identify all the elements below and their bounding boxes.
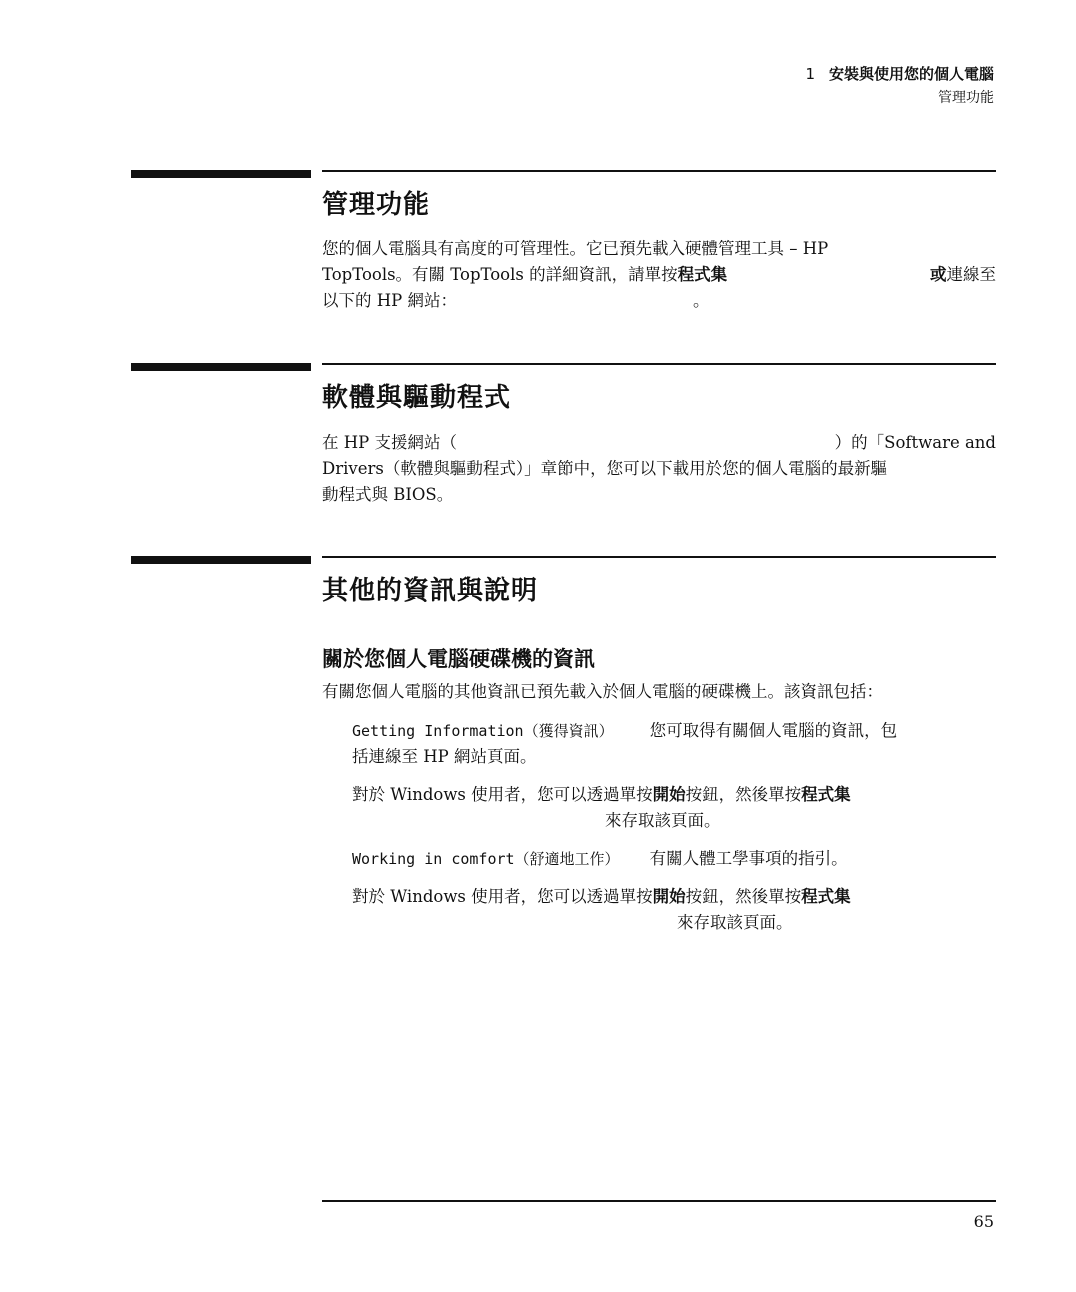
section-rule-thin xyxy=(322,363,996,365)
section-rule-thin xyxy=(322,170,996,172)
section-heading-info: 其他的資訊與說明 xyxy=(322,576,539,606)
item-title: Working in comfort（舒適地工作） xyxy=(352,850,620,868)
manage-paragraph xyxy=(322,236,996,314)
item-access-instructions: 對於 Windows 使用者，您可以透過單按開始按鈕，然後單按程式集 來存取該頁面。 xyxy=(352,785,851,830)
programs-bold: 程式集 xyxy=(801,785,851,804)
section-rule-thick xyxy=(131,363,311,371)
section-heading-drivers: 軟體與驅動程式 xyxy=(322,383,512,413)
item-working-in-comfort xyxy=(352,846,996,872)
chapter-number: 1 xyxy=(805,65,815,83)
item-desc: 您可取得有關個人電腦的資訊，包 xyxy=(649,721,898,740)
section-heading-manage: 管理功能 xyxy=(322,190,431,220)
manage-line-3: 以下的 HP 網站： 。 xyxy=(322,291,710,310)
drivers-line-3: 動程式與 BIOS。 xyxy=(322,485,454,504)
section-rule-thin xyxy=(322,556,996,558)
programs-bold: 程式集 xyxy=(801,887,851,906)
item-getting-information xyxy=(352,718,996,770)
manage-line-1: 您的個人電腦具有高度的可管理性。它已預先載入硬體管理工具 – HP xyxy=(322,239,829,258)
chapter-title: 安裝與使用您的個人電腦 xyxy=(828,65,994,83)
or-bold: 或 xyxy=(930,265,947,284)
drivers-line-2: Drivers（軟體與驅動程式）」章節中，您可以下載用於您的個人電腦的最新驅 xyxy=(322,459,888,478)
item-desc-continued: 括連線至 HP 網站頁面。 xyxy=(352,747,537,766)
section-rule-thick xyxy=(131,170,311,178)
info-intro: 有關您個人電腦的其他資訊已預先載入於個人電腦的硬碟機上。該資訊包括： xyxy=(322,682,883,701)
subheading-hard-drive-info: 關於您個人電腦硬碟機的資訊 xyxy=(322,646,595,671)
item-desc: 有關人體工學事項的指引。 xyxy=(649,849,848,868)
item-title: Getting Information（獲得資訊） xyxy=(352,722,614,740)
manage-line-2: TopTools。有關 TopTools 的詳細資訊，請單按 程式集 或 連線至 xyxy=(322,262,996,288)
programs-bold: 程式集 xyxy=(677,265,728,284)
running-header-section: 管理功能 xyxy=(938,90,994,106)
page-number: 65 xyxy=(973,1212,994,1231)
section-rule-thick xyxy=(131,556,311,564)
start-bold: 開始 xyxy=(652,887,686,906)
drivers-line-1: 在 HP 支援網站（ ）的「Software and xyxy=(322,433,996,452)
running-header-chapter xyxy=(805,63,994,84)
footer-rule xyxy=(322,1200,996,1202)
drivers-paragraph xyxy=(322,430,996,508)
start-bold: 開始 xyxy=(652,785,686,804)
item-access-instructions: 對於 Windows 使用者，您可以透過單按開始按鈕，然後單按程式集 來存取該頁面。 xyxy=(352,887,851,932)
